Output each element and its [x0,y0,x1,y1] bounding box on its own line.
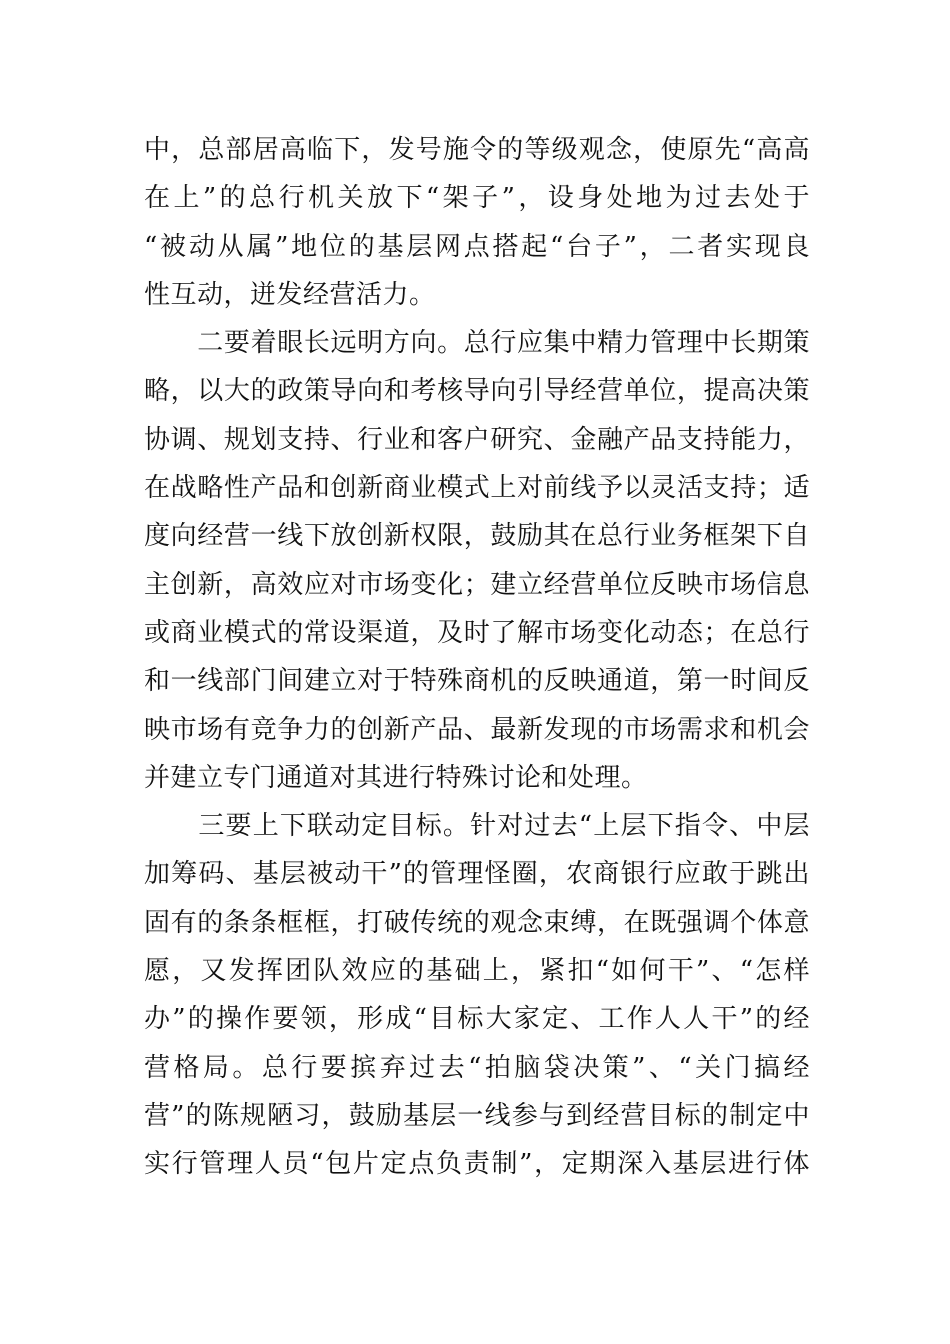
text-line: 愿，又发挥团队效应的基础上，紧扣“如何干”、“怎样 [144,956,810,987]
text-line: 营格局。总行要摈弃过去“拍脑袋决策”、“关门搞经 [144,1052,810,1083]
text-line: 略，以大的政策导向和考核导向引导经营单位，提高决策 [144,376,810,407]
text-line: 固有的条条框框，打破传统的观念束缚，在既强调个体意 [144,907,810,938]
text-line: 中，总部居高临下，发号施令的等级观念，使原先“高高 [144,135,810,165]
text-line: 并建立专门通道对其进行特殊讨论和处理。 [144,762,648,793]
text-line: 度向经营一线下放创新权限，鼓励其在总行业务框架下自 [144,521,810,552]
text-line: 在上”的总行机关放下“架子”，设身处地为过去处于 [144,183,810,214]
text-line: 办”的操作要领，形成“目标大家定、工作人人干”的经 [144,1004,810,1035]
text-line: 在战略性产品和创新商业模式上对前线予以灵活支持；适 [144,473,810,504]
text-line: 主创新，高效应对市场变化；建立经营单位反映市场信息 [144,569,810,600]
text-line: “被动从属”地位的基层网点搭起“台子”，二者实现良 [144,231,810,262]
text-line: 三要上下联动定目标。针对过去“上层下指令、中层 [144,811,810,842]
text-line: 或商业模式的常设渠道，及时了解市场变化动态；在总行 [144,617,810,648]
text-line: 性互动，迸发经营活力。 [144,279,436,310]
text-line: 协调、规划支持、行业和客户研究、金融产品支持能力， [144,424,810,455]
text-line: 营”的陈规陋习，鼓励基层一线参与到经营目标的制定中 [144,1100,810,1131]
text-line: 和一线部门间建立对于特殊商机的反映通道，第一时间反 [144,666,810,697]
text-line: 映市场有竞争力的创新产品、最新发现的市场需求和机会 [144,714,810,745]
text-line: 实行管理人员“包片定点负责制”，定期深入基层进行体 [144,1149,810,1180]
text-line: 二要着眼长远明方向。总行应集中精力管理中长期策 [144,328,810,359]
body-text [144,126,810,1189]
text-line: 加筹码、基层被动干”的管理怪圈，农商银行应敢于跳出 [144,859,810,890]
